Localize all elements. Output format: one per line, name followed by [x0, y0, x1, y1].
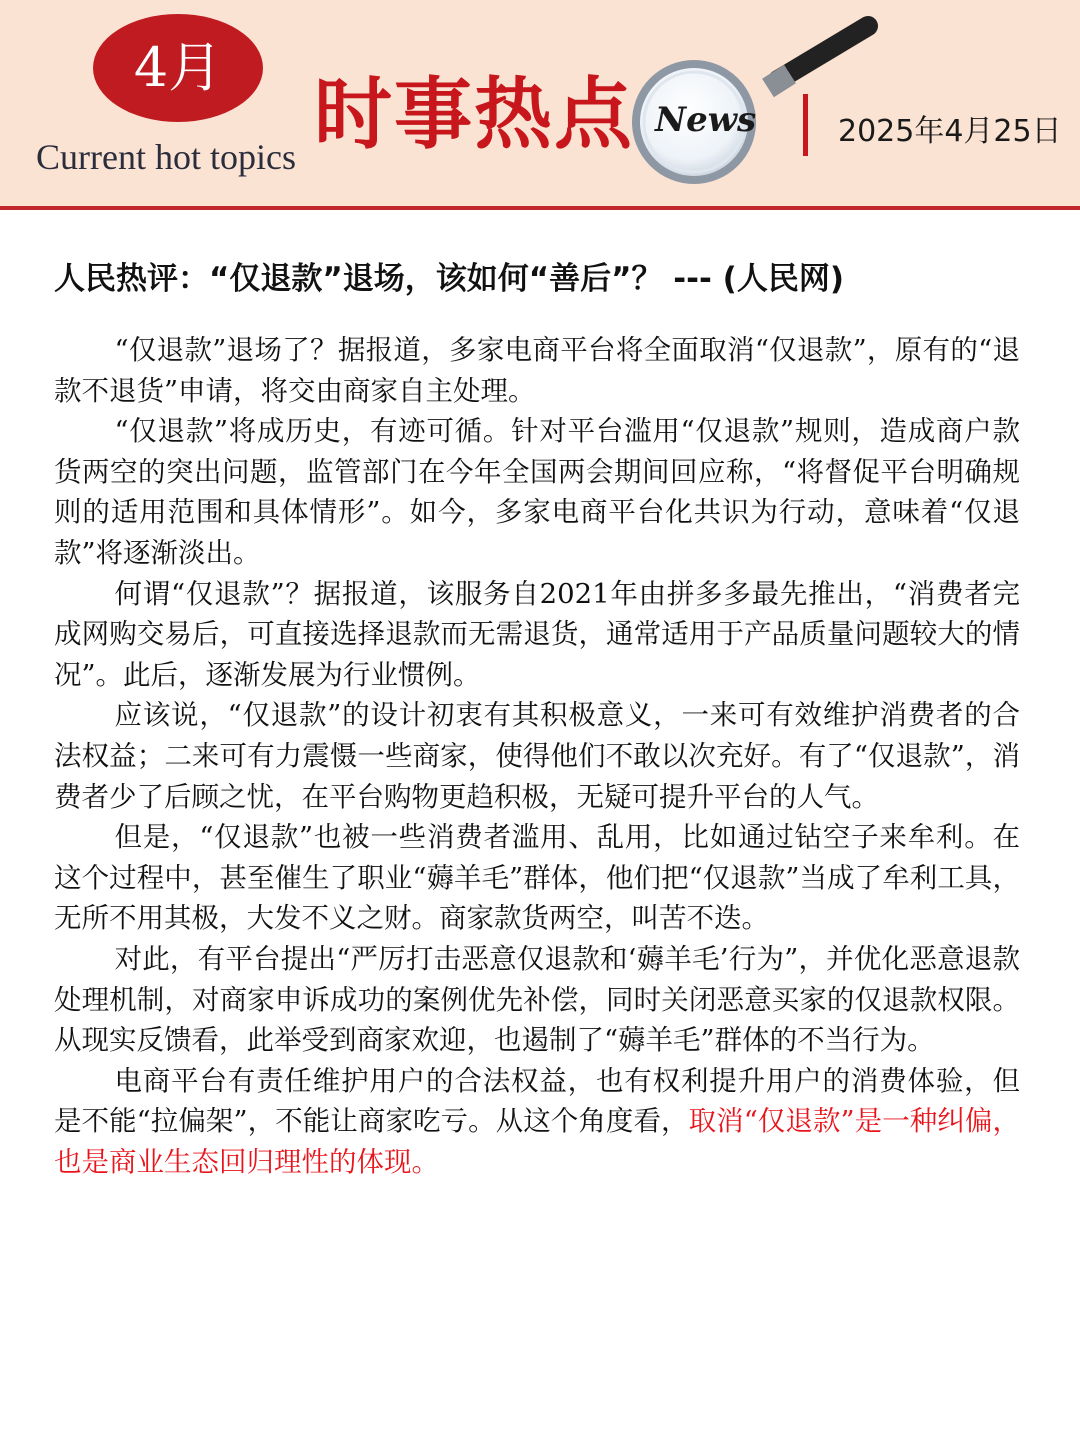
- highlighted-conclusion: 取消“仅退款”是一种纠偏，也是商业生态回归理性的体现。: [54, 1105, 1020, 1178]
- paragraph-text: 电商平台有责任维护用户的合法权益，也有权利提升用户的消费体验，但是不能“拉偏架”，不能让商家吃亏。从这个角度看，: [54, 1064, 1020, 1138]
- article-paragraph: “仅退款”将成历史，有迹可循。针对平台滥用“仅退款”规则，造成商户款货两空的突出问题，监管部门在今年全国两会期间回应称，“将督促平台明确规则的适用范围和具体情形”。如今，多家电商平台化共识为行动，意味着“仅退款”将逐渐淡出。: [54, 415, 1020, 569]
- header-divider: [803, 94, 808, 156]
- publish-date: 2025年4月25日: [838, 114, 1062, 149]
- article-paragraph: 应该说，“仅退款”的设计初衷有其积极意义，一来可有效维护消费者的合法权益；二来可有力震慑一些商家，使得他们不敢以次充好。有了“仅退款”，消费者少了后顾之忧，在平台购物更趋积极，无疑可提升平台的人气。: [54, 699, 1020, 813]
- news-label: News: [655, 100, 757, 140]
- english-subtitle: Current hot topics: [36, 137, 296, 177]
- article-paragraph: 何谓“仅退款”？据报道，该服务自2021年由拼多多最先推出，“消费者完成网购交易后，可直接选择退款而无需退货，通常适用于产品质量问题较大的情况”。此后，逐渐发展为行业惯例。: [54, 577, 1020, 691]
- page-title: 时事热点: [314, 70, 635, 160]
- article-paragraph: 对此，有平台提出“严厉打击恶意仅退款和‘薅羊毛’行为”，并优化恶意退款处理机制，对商家申诉成功的案例优先补偿，同时关闭恶意买家的仅退款权限。从现实反馈看，此举受到商家欢迎，也遏制了“薅羊毛”群体的不当行为。: [54, 942, 1020, 1057]
- page-header: [0, 0, 1080, 210]
- article-paragraph: 但是，“仅退款”也被一些消费者滥用、乱用，比如通过钻空子来牟利。在这个过程中，甚至催生了职业“薅羊毛”群体，他们把“仅退款”当成了牟利工具，无所不用其极，大发不义之财。商家款货两空，叫苦不迭。: [54, 821, 1020, 935]
- article-paragraph: “仅退款”退场了？据报道，多家电商平台将全面取消“仅退款”，原有的“退款不退货”申请，将交由商家自主处理。: [54, 334, 1020, 407]
- month-badge: 4月: [93, 14, 263, 122]
- article-title: 人民热评：“仅退款”退场，该如何“善后”？ --- (人民网): [54, 261, 845, 297]
- article-paragraph-final: [54, 1061, 1020, 1183]
- article-body: [54, 330, 1020, 1182]
